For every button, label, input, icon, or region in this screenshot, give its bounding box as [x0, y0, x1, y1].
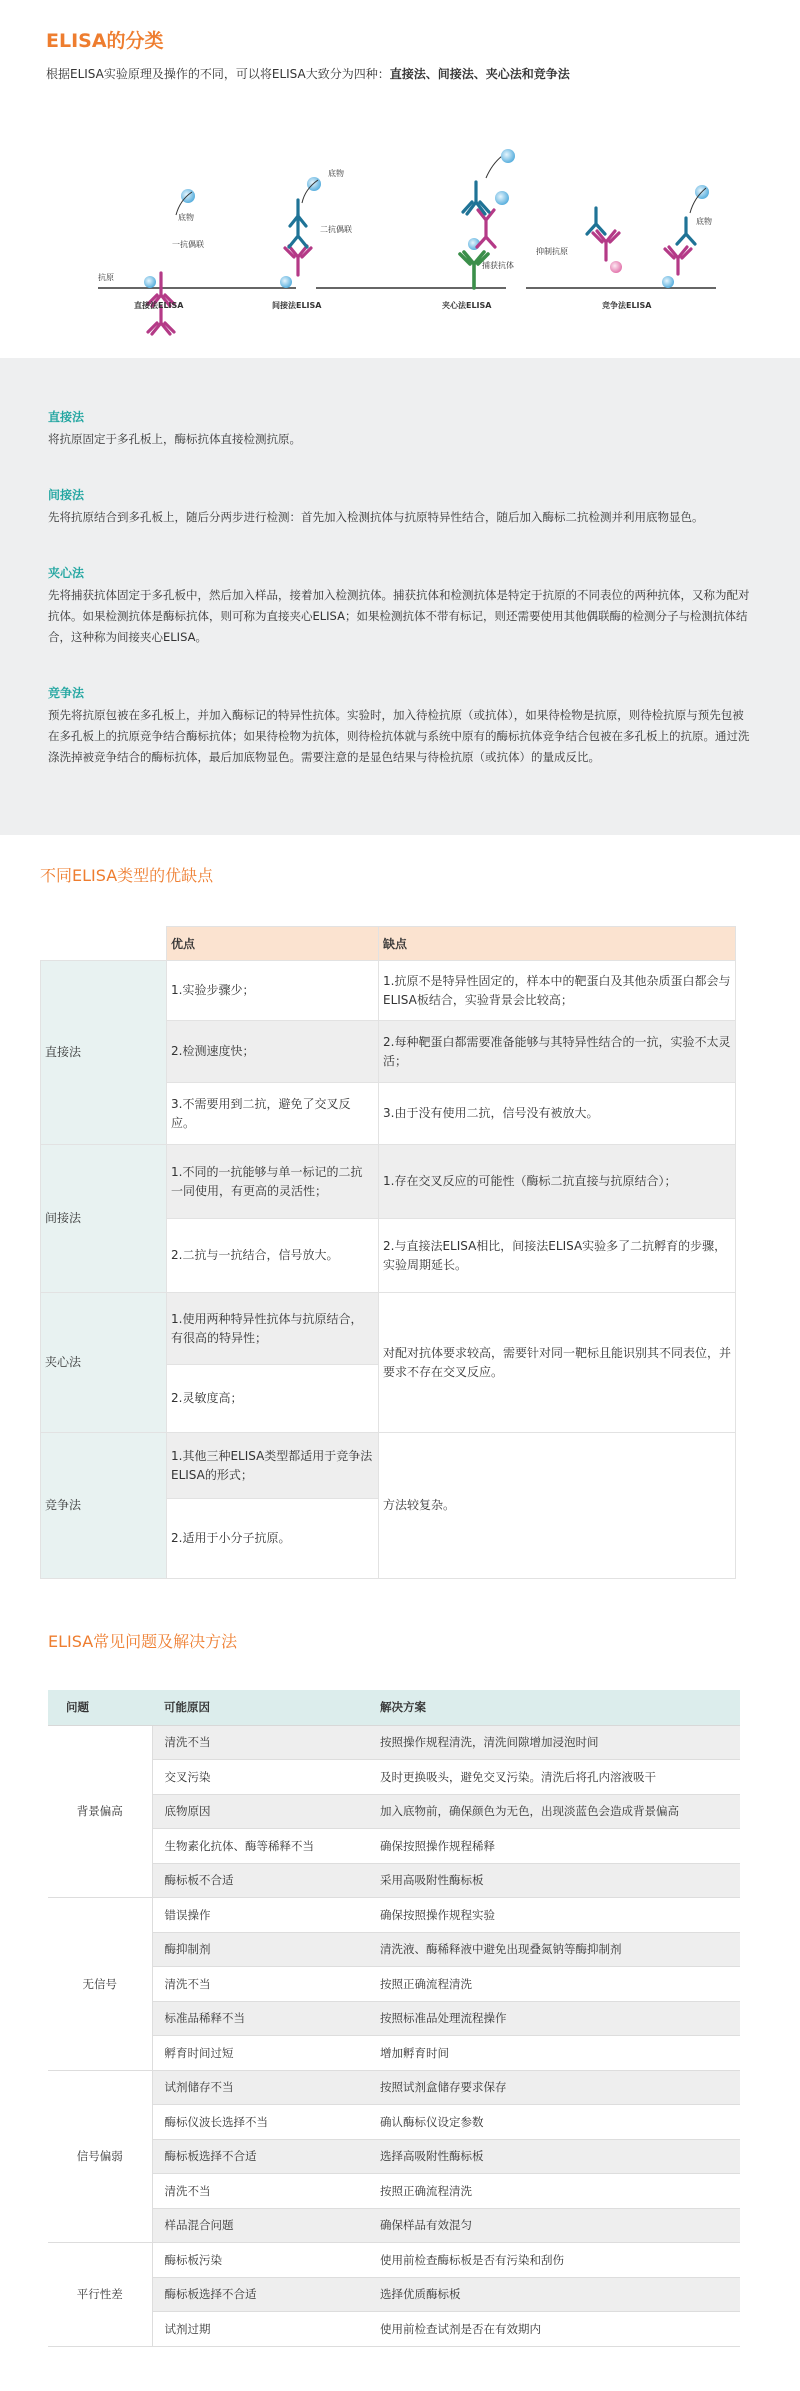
solution-cell: 确保样品有效混匀	[368, 2208, 740, 2243]
disadvantage-cell: 3.由于没有使用二抗，信号没有被放大。	[379, 1083, 736, 1145]
cause-cell: 试剂储存不当	[152, 2070, 368, 2105]
solution-cell: 使用前检查酶标板是否有污染和刮伤	[368, 2243, 740, 2278]
cause-cell: 清洗不当	[152, 1967, 368, 2002]
solution-cell: 按照正确流程清洗	[368, 1967, 740, 2002]
category-cell: 间接法	[41, 1145, 167, 1293]
advantage-cell: 1.使用两种特异性抗体与抗原结合，有很高的特异性；	[167, 1293, 379, 1365]
method-title: 间接法	[48, 488, 85, 502]
advantage-cell: 2.二抗与一抗结合，信号放大。	[167, 1219, 379, 1293]
method-sandwich	[48, 564, 752, 648]
cause-cell: 酶标板污染	[152, 2243, 368, 2278]
type-label-direct: 直接法ELISA	[134, 301, 184, 310]
advantage-cell: 2.适用于小分子抗原。	[167, 1499, 379, 1579]
disadvantage-cell: 2.与直接法ELISA相比，间接法ELISA实验多了二抗孵育的步骤，实验周期延长。	[379, 1219, 736, 1293]
method-text: 将抗原固定于多孔板上，酶标抗体直接检测抗原。	[48, 432, 301, 446]
cause-cell: 酶抑制剂	[152, 1932, 368, 1967]
method-text: 先将抗原结合到多孔板上，随后分两步进行检测：首先加入检测抗体与抗原特异性结合，随后加入酶标二抗检测并利用底物显色。	[48, 510, 704, 524]
table-row	[41, 1433, 736, 1499]
cause-cell: 底物原因	[152, 1794, 368, 1829]
advantage-cell: 1.其他三种ELISA类型都适用于竞争法ELISA的形式；	[167, 1433, 379, 1499]
table-row	[48, 1760, 740, 1795]
advantage-cell: 2.检测速度快；	[167, 1021, 379, 1083]
direct-elisa-illustration	[144, 189, 195, 334]
table-row	[48, 2105, 740, 2140]
advantage-cell: 1.不同的一抗能够与单一标记的二抗一同使用，有更高的灵活性；	[167, 1145, 379, 1219]
method-title: 竞争法	[48, 686, 85, 700]
table-row	[48, 2001, 740, 2036]
solution-cell: 使用前检查试剂是否在有效期内	[368, 2312, 740, 2347]
disadvantage-cell: 1.抗原不是特异性固定的，样本中的靶蛋白及其他杂质蛋白都会与ELISA板结合，实验背景会比较高；	[379, 961, 736, 1021]
table-row	[48, 2208, 740, 2243]
intro-text	[46, 65, 754, 82]
disadvantage-cell: 对配对抗体要求较高，需要针对同一靶标且能识别其不同表位，并要求不存在交叉反应。	[379, 1293, 736, 1433]
solution-cell: 选择高吸附性酶标板	[368, 2139, 740, 2174]
header-solution: 解决方案	[368, 1690, 740, 1725]
table-row	[48, 1932, 740, 1967]
table-row	[48, 2312, 740, 2347]
competitive-elisa-illustration	[587, 185, 709, 288]
cause-cell: 清洗不当	[152, 1725, 368, 1760]
method-direct	[48, 408, 752, 450]
label-antigen: 抗原	[98, 273, 114, 282]
section-title: ELISA的分类	[46, 30, 164, 52]
solution-cell: 按照试剂盒储存要求保存	[368, 2070, 740, 2105]
table-row	[48, 1967, 740, 2002]
table-row	[48, 2070, 740, 2105]
method-text: 预先将抗原包被在多孔板上，并加入酶标记的特异性抗体。实验时，加入待检抗原（或抗体），如果待检物是抗原，则待检抗原与预先包被在多孔板上的抗原竞争结合酶标抗体；如果待检物为抗体，则待检抗体就与系统中原有的酶标抗体竞争结合包被在多孔板上的抗原。通过洗涤洗掉被竞争结合的酶标抗体，最后加底物显色。需要注意的是显色结果与待检抗原（或抗体）的量成反比。	[48, 708, 750, 764]
comparison-section	[0, 835, 800, 1579]
elisa-diagram	[46, 92, 746, 342]
label-substrate-1: 底物	[178, 213, 194, 222]
category-cell: 竞争法	[41, 1433, 167, 1579]
solution-cell: 增加孵育时间	[368, 2036, 740, 2071]
table-row	[48, 2277, 740, 2312]
table-row	[48, 1794, 740, 1829]
advantage-cell: 3.不需要用到二抗，避免了交叉反应。	[167, 1083, 379, 1145]
label-substrate-2: 底物	[328, 169, 344, 178]
solution-cell: 确保按照操作规程稀释	[368, 1829, 740, 1864]
table-row	[48, 1725, 740, 1760]
solution-cell: 清洗液、酶稀释液中避免出现叠氮钠等酶抑制剂	[368, 1932, 740, 1967]
label-inhibitor: 抑制抗原	[536, 247, 568, 256]
header-advantages: 优点	[167, 927, 379, 961]
cause-cell: 标准品稀释不当	[152, 2001, 368, 2036]
category-cell: 夹心法	[41, 1293, 167, 1433]
header-cause: 可能原因	[152, 1690, 368, 1725]
problem-cell: 信号偏弱	[48, 2070, 152, 2243]
cause-cell: 试剂过期	[152, 2312, 368, 2347]
methods-section	[0, 358, 800, 835]
disadvantage-cell: 1.存在交叉反应的可能性（酶标二抗直接与抗原结合）；	[379, 1145, 736, 1219]
solution-cell: 确保按照操作规程实验	[368, 1898, 740, 1933]
method-title: 夹心法	[48, 566, 85, 580]
cause-cell: 样品混合问题	[152, 2208, 368, 2243]
method-indirect	[48, 486, 752, 528]
type-label-sandwich: 夹心法ELISA	[442, 301, 492, 310]
table-row	[48, 2139, 740, 2174]
cause-cell: 酶标板选择不合适	[152, 2139, 368, 2174]
advantage-cell: 1.实验步骤少；	[167, 961, 379, 1021]
comparison-table	[40, 926, 736, 1579]
method-competitive	[48, 684, 752, 768]
type-label-indirect: 间接法ELISA	[272, 301, 322, 310]
faq-header-row	[48, 1690, 740, 1725]
indirect-elisa-illustration	[280, 177, 321, 288]
cause-cell: 错误操作	[152, 1898, 368, 1933]
label-substrate-3: 底物	[696, 217, 712, 226]
header-problem: 问题	[48, 1690, 152, 1725]
cause-cell: 酶标板选择不合适	[152, 2277, 368, 2312]
table-row	[48, 1829, 740, 1864]
comparison-title: 不同ELISA类型的优缺点	[40, 866, 214, 885]
table-row	[48, 2174, 740, 2209]
elisa-diagram-svg	[46, 92, 746, 342]
solution-cell: 及时更换吸头，避免交叉污染。清洗后将孔内溶液吸干	[368, 1760, 740, 1795]
problem-cell: 无信号	[48, 1898, 152, 2071]
intro-prefix: 根据ELISA实验原理及操作的不同，可以将ELISA大致分为四种：	[46, 67, 390, 81]
problem-cell: 平行性差	[48, 2243, 152, 2347]
header-disadvantages: 缺点	[379, 927, 736, 961]
solution-cell: 按照操作规程清洗，清洗间隙增加浸泡时间	[368, 1725, 740, 1760]
cause-cell: 交叉污染	[152, 1760, 368, 1795]
table-row	[48, 2243, 740, 2278]
table-row	[41, 961, 736, 1021]
advantage-cell: 2.灵敏度高；	[167, 1365, 379, 1433]
disadvantage-cell: 方法较复杂。	[379, 1433, 736, 1579]
method-text: 先将捕获抗体固定于多孔板中，然后加入样品，接着加入检测抗体。捕获抗体和检测抗体是特定于抗原的不同表位的两种抗体，又称为配对抗体。如果检测抗体是酶标抗体，则可称为直接夹心ELISA；如果检测抗体不带有标记，则还需要使用其他偶联酶的检测分子与检测抗体结合，这种称为间接夹心ELISA。	[48, 588, 750, 644]
faq-section	[0, 1579, 800, 2347]
label-secondary-conj: 二抗偶联	[320, 225, 352, 234]
problem-cell: 背景偏高	[48, 1725, 152, 1898]
label-primary-conj: 一抗偶联	[172, 240, 204, 249]
table-row	[48, 2036, 740, 2071]
cause-cell: 孵育时间过短	[152, 2036, 368, 2071]
table-row	[41, 1293, 736, 1365]
table-header-row	[41, 927, 736, 961]
classification-section	[0, 0, 800, 358]
faq-table	[48, 1690, 740, 2347]
table-row	[48, 1898, 740, 1933]
header-blank	[41, 927, 167, 961]
solution-cell: 确认酶标仪设定参数	[368, 2105, 740, 2140]
disadvantage-cell: 2.每种靶蛋白都需要准备能够与其特异性结合的一抗，实验不太灵活；	[379, 1021, 736, 1083]
solution-cell: 加入底物前，确保颜色为无色，出现淡蓝色会造成背景偏高	[368, 1794, 740, 1829]
table-row	[48, 1863, 740, 1898]
table-row	[41, 1145, 736, 1219]
cause-cell: 清洗不当	[152, 2174, 368, 2209]
type-label-competitive: 竞争法ELISA	[602, 301, 652, 310]
category-cell: 直接法	[41, 961, 167, 1145]
solution-cell: 采用高吸附性酶标板	[368, 1863, 740, 1898]
cause-cell: 酶标仪波长选择不当	[152, 2105, 368, 2140]
solution-cell: 按照正确流程清洗	[368, 2174, 740, 2209]
method-title: 直接法	[48, 410, 85, 424]
label-capture: 捕获抗体	[482, 261, 514, 270]
solution-cell: 选择优质酶标板	[368, 2277, 740, 2312]
cause-cell: 生物素化抗体、酶等稀释不当	[152, 1829, 368, 1864]
solution-cell: 按照标准品处理流程操作	[368, 2001, 740, 2036]
faq-title: ELISA常见问题及解决方法	[48, 1632, 238, 1651]
intro-bold: 直接法、间接法、夹心法和竞争法	[389, 67, 570, 81]
cause-cell: 酶标板不合适	[152, 1863, 368, 1898]
